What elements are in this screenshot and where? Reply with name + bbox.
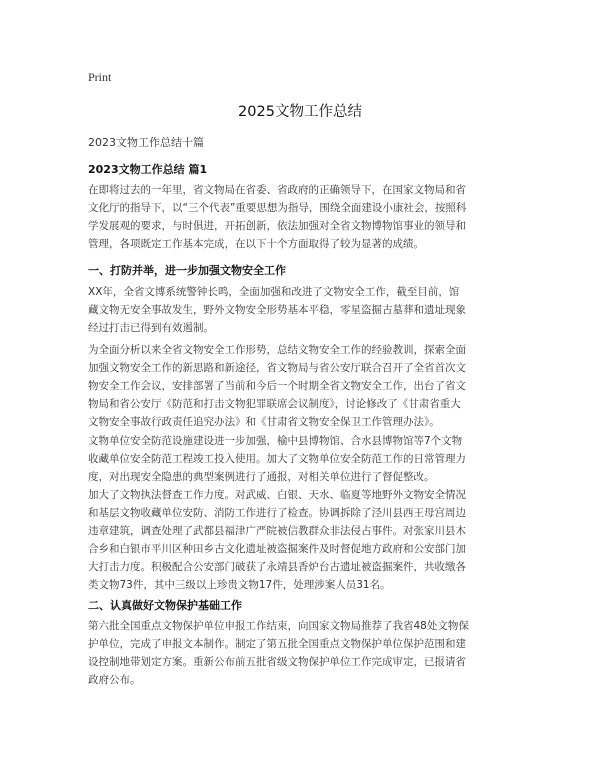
- text-line: 为全面分析以来全省文物安全工作形势，总结文物安全工作的经验教训，探索全面: [88, 344, 466, 356]
- section1-paragraph-3: [88, 432, 518, 486]
- text-line: 在即将过去的一年里，省文物局在省委、省政府的正确领导下，在国家文物局和省: [88, 184, 466, 196]
- text-line: XX年，全省文博系统警钟长鸣，全面加强和改进了文物安全工作，截至目前，馆: [88, 286, 460, 298]
- text-line: 设控制地带划定方案。重新公布前五批省级文物保护单位工作完成审定，已报请省: [88, 656, 466, 668]
- article-heading: 2023文物工作总结 篇1: [88, 163, 208, 176]
- text-line: 护单位，完成了申报文本制作。制定了第五批全国重点文物保护单位保护范围和建: [88, 638, 466, 650]
- text-line: 类文物73件，其中三级以上珍贵文物17件，处理涉案人员31名。: [88, 579, 391, 591]
- text-line: 文物单位安全防范设施建设进一步加强，榆中县博物馆、合水县博物馆等7个文物: [88, 435, 463, 447]
- text-line: 学发展观的要求，与时俱进，开拓创新，依法加强对全省文物博物馆事业的领导和: [88, 220, 466, 232]
- section1-heading: 一、打防并举，进一步加强文物安全工作: [88, 264, 286, 277]
- text-line: 藏文物无安全事故发生，野外文物安全形势基本平稳，零星盗掘古墓葬和遗址现象: [88, 304, 466, 316]
- text-line: 经过打击已得到有效遏制。: [88, 322, 214, 334]
- text-line: 物安全工作会议，安排部署了当前和今后一个时期全省文物安全工作，出台了省文: [88, 380, 466, 392]
- section2-heading: 二、认真做好文物保护基础工作: [88, 599, 242, 612]
- text-line: 政府公布。: [88, 674, 141, 686]
- section1-paragraph-4: [88, 486, 518, 594]
- text-line: 收藏单位安全防范工程竣工投入使用。加大了文物单位安全防范工作的日常管理力: [88, 453, 466, 465]
- text-line: 文化厅的指导下，以“三个代表”重要思想为指导，围绕全面建设小康社会，按照科: [88, 202, 467, 214]
- text-line: 和基层文物收藏单位安防、消防工作进行了检查。协调拆除了泾川县西王母宫周边: [88, 507, 466, 519]
- text-line: 度，对出现安全隐患的典型案例进行了通报，对相关单位进行了督促整改。: [88, 471, 435, 483]
- text-line: 加大了文物执法督查工作力度。对武威、白银、天水、临夏等地野外文物安全情况: [88, 489, 466, 501]
- section1-paragraph-1: [88, 283, 518, 337]
- print-link[interactable]: Print: [88, 70, 112, 84]
- section1-paragraph-2: [88, 341, 518, 431]
- text-line: 合乡和白银市平川区种田乡古文化遗址被盗掘案件及时督促地方政府和公安部门加: [88, 543, 466, 555]
- subtitle: 2023文物工作总结十篇: [88, 136, 204, 149]
- text-line: 管理，各项既定工作基本完成，在以下十个方面取得了较为显著的成绩。: [88, 238, 424, 250]
- text-line: 大打击力度。积极配合公安部门破获了永靖县香炉台古遗址被盗掘案件，共收缴各: [88, 561, 466, 573]
- section2-paragraph-1: [88, 617, 518, 689]
- text-line: 加强文物安全工作的新思路和新途径，省文物局与省公安厅联合召开了全省首次文: [88, 362, 466, 374]
- text-line: 物局和省公安厅《防范和打击文物犯罪联席会议制度》，讨论修改了《甘肃省重大: [88, 398, 461, 410]
- intro-paragraph: [88, 181, 518, 253]
- text-line: 文物安全事故行政责任追究办法》和《甘肃省文物安全保卫工作管理办法》。: [88, 416, 440, 428]
- text-line: 第六批全国重点文物保护单位申报工作结束，向国家文物局推荐了我省48处文物保: [88, 620, 469, 632]
- page-title: 2025文物工作总结: [238, 104, 362, 120]
- text-line: 违章建筑，调查处理了武都县福津广严院被信教群众非法侵占事件。对张家川县木: [88, 525, 466, 537]
